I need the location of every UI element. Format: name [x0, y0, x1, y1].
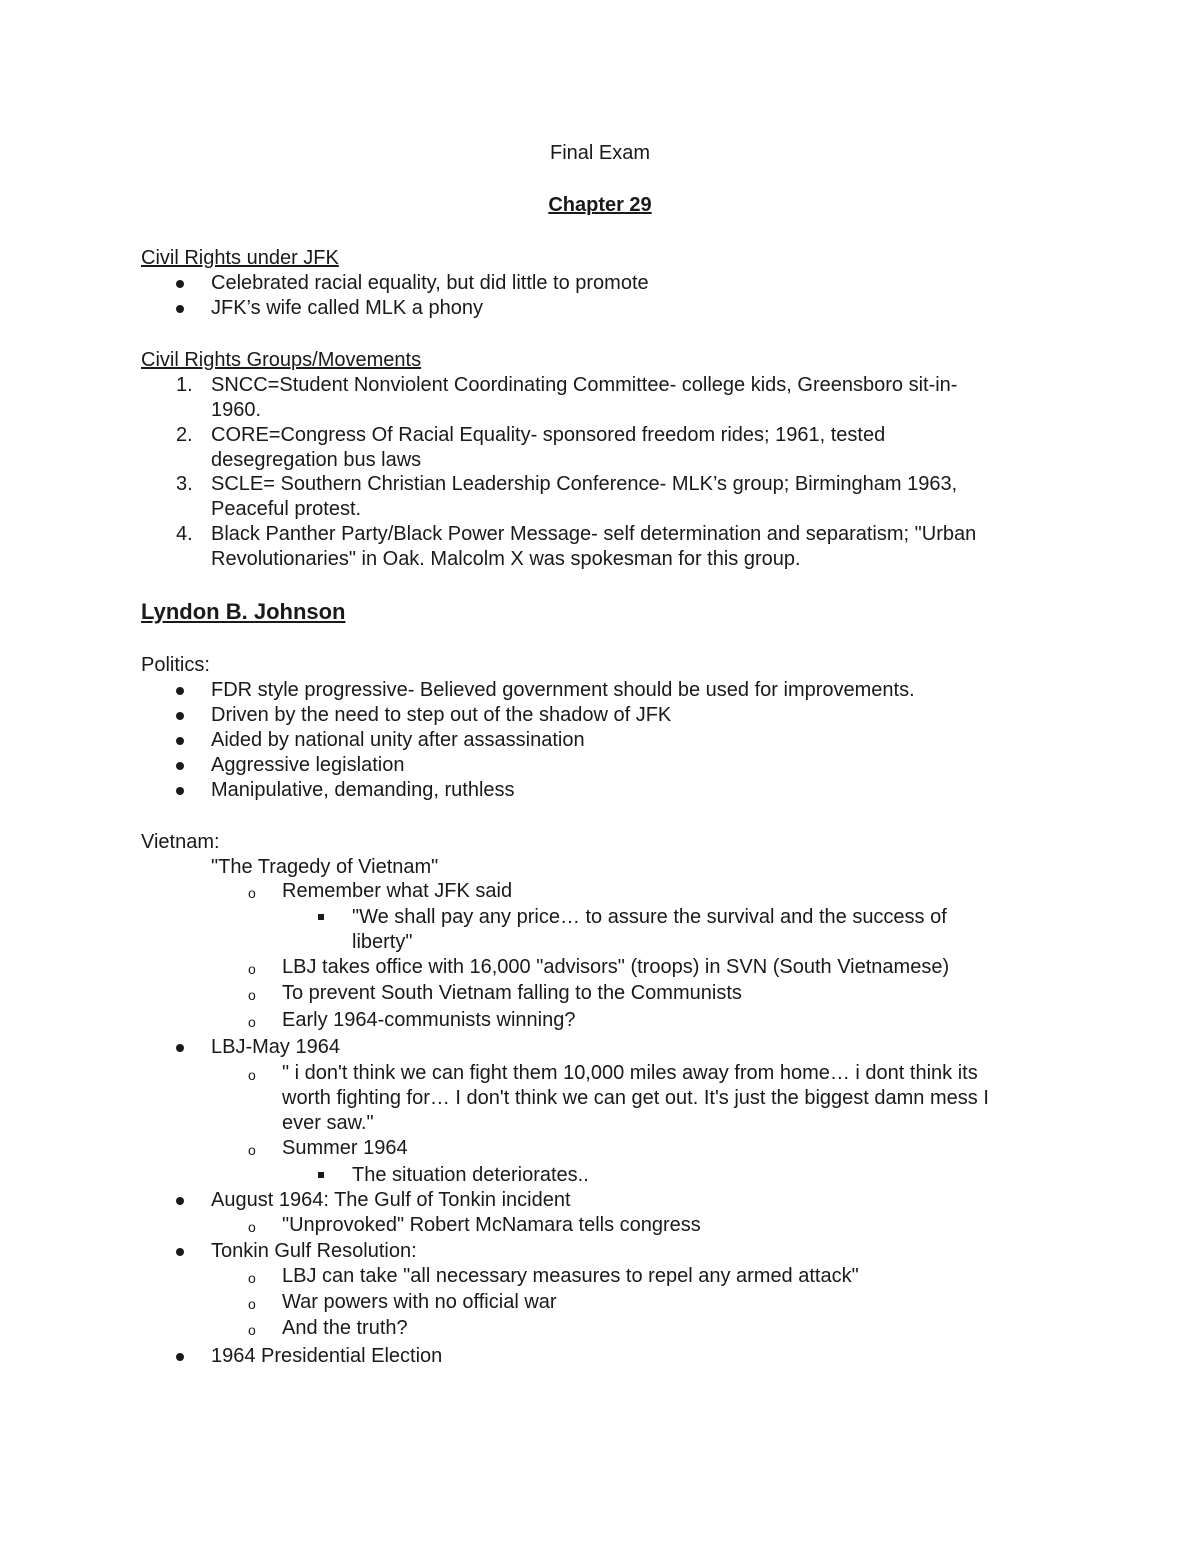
section-heading-lbj: Lyndon B. Johnson: [141, 599, 346, 624]
list-item: " i don't think we can fight them 10,000 miles away from home… i dont think its: [282, 1062, 978, 1084]
bullet-icon: [176, 787, 184, 795]
circle-bullet-icon: o: [248, 885, 256, 901]
list-number: 4.: [176, 523, 193, 545]
list-item: 1964 Presidential Election: [211, 1345, 443, 1367]
bullet-icon: [176, 1197, 184, 1205]
vietnam-label: Vietnam:: [141, 831, 220, 853]
list-item: LBJ-May 1964: [211, 1036, 340, 1058]
circle-bullet-icon: o: [248, 1067, 256, 1083]
list-item: Aggressive legislation: [211, 754, 405, 776]
list-item-continuation: worth fighting for… I don't think we can get out. It's just the biggest damn mess I: [282, 1087, 989, 1109]
list-item: Celebrated racial equality, but did little to promote: [211, 272, 649, 294]
list-item: Driven by the need to step out of the shadow of JFK: [211, 704, 672, 726]
circle-bullet-icon: o: [248, 1142, 256, 1158]
list-item-continuation: Revolutionaries" in Oak. Malcolm X was spokesman for this group.: [211, 548, 801, 570]
circle-bullet-icon: o: [248, 1014, 256, 1030]
bullet-icon: [176, 280, 184, 288]
bullet-icon: [176, 1044, 184, 1052]
document-title: Final Exam: [549, 142, 651, 164]
list-item: War powers with no official war: [282, 1291, 557, 1313]
politics-label: Politics:: [141, 654, 210, 676]
list-item-continuation: desegregation bus laws: [211, 449, 422, 471]
circle-bullet-icon: o: [248, 1219, 256, 1235]
list-item-continuation: Peaceful protest.: [211, 498, 362, 520]
list-item: Black Panther Party/Black Power Message- self determination and separatism; "Urban: [211, 523, 977, 545]
list-item: Remember what JFK said: [282, 880, 513, 902]
list-item: Summer 1964: [282, 1137, 408, 1159]
list-number: 1.: [176, 374, 193, 396]
circle-bullet-icon: o: [248, 1322, 256, 1338]
list-item-continuation: ever saw.": [282, 1112, 374, 1134]
list-item: Aided by national unity after assassination: [211, 729, 585, 751]
list-item: SNCC=Student Nonviolent Coordinating Committee- college kids, Greensboro sit-in-: [211, 374, 958, 396]
list-item: CORE=Congress Of Racial Equality- sponsored freedom rides; 1961, tested: [211, 424, 886, 446]
square-bullet-icon: [318, 1172, 324, 1178]
list-item-continuation: 1960.: [211, 399, 262, 421]
list-item: JFK’s wife called MLK a phony: [211, 297, 483, 319]
bullet-icon: [176, 1353, 184, 1361]
circle-bullet-icon: o: [248, 1270, 256, 1286]
list-item: Tonkin Gulf Resolution:: [211, 1240, 417, 1262]
bullet-icon: [176, 687, 184, 695]
list-item: To prevent South Vietnam falling to the Communists: [282, 982, 742, 1004]
list-item: "We shall pay any price… to assure the survival and the success of: [352, 906, 947, 928]
section-heading-civil-rights-groups: Civil Rights Groups/Movements: [141, 349, 422, 371]
bullet-icon: [176, 712, 184, 720]
circle-bullet-icon: o: [248, 1296, 256, 1312]
list-item: August 1964: The Gulf of Tonkin incident: [211, 1189, 571, 1211]
list-item: LBJ takes office with 16,000 "advisors" (troops) in SVN (South Vietnamese): [282, 956, 950, 978]
circle-bullet-icon: o: [248, 987, 256, 1003]
bullet-icon: [176, 305, 184, 313]
chapter-heading: Chapter 29: [548, 194, 652, 216]
list-item-continuation: liberty": [352, 931, 413, 953]
bullet-icon: [176, 1248, 184, 1256]
bullet-icon: [176, 762, 184, 770]
circle-bullet-icon: o: [248, 961, 256, 977]
list-item: LBJ can take "all necessary measures to repel any armed attack": [282, 1265, 859, 1287]
list-item: SCLE= Southern Christian Leadership Conference- MLK’s group; Birmingham 1963,: [211, 473, 958, 495]
list-number: 3.: [176, 473, 193, 495]
list-item: And the truth?: [282, 1317, 408, 1339]
list-item: "The Tragedy of Vietnam": [211, 856, 439, 878]
bullet-icon: [176, 737, 184, 745]
list-item: Manipulative, demanding, ruthless: [211, 779, 515, 801]
section-heading-civil-rights-jfk: Civil Rights under JFK: [141, 247, 339, 269]
list-item: "Unprovoked" Robert McNamara tells congress: [282, 1214, 701, 1236]
square-bullet-icon: [318, 914, 324, 920]
list-item: FDR style progressive- Believed government should be used for improvements.: [211, 679, 915, 701]
list-number: 2.: [176, 424, 193, 446]
list-item: The situation deteriorates..: [352, 1164, 589, 1186]
list-item: Early 1964-communists winning?: [282, 1009, 576, 1031]
